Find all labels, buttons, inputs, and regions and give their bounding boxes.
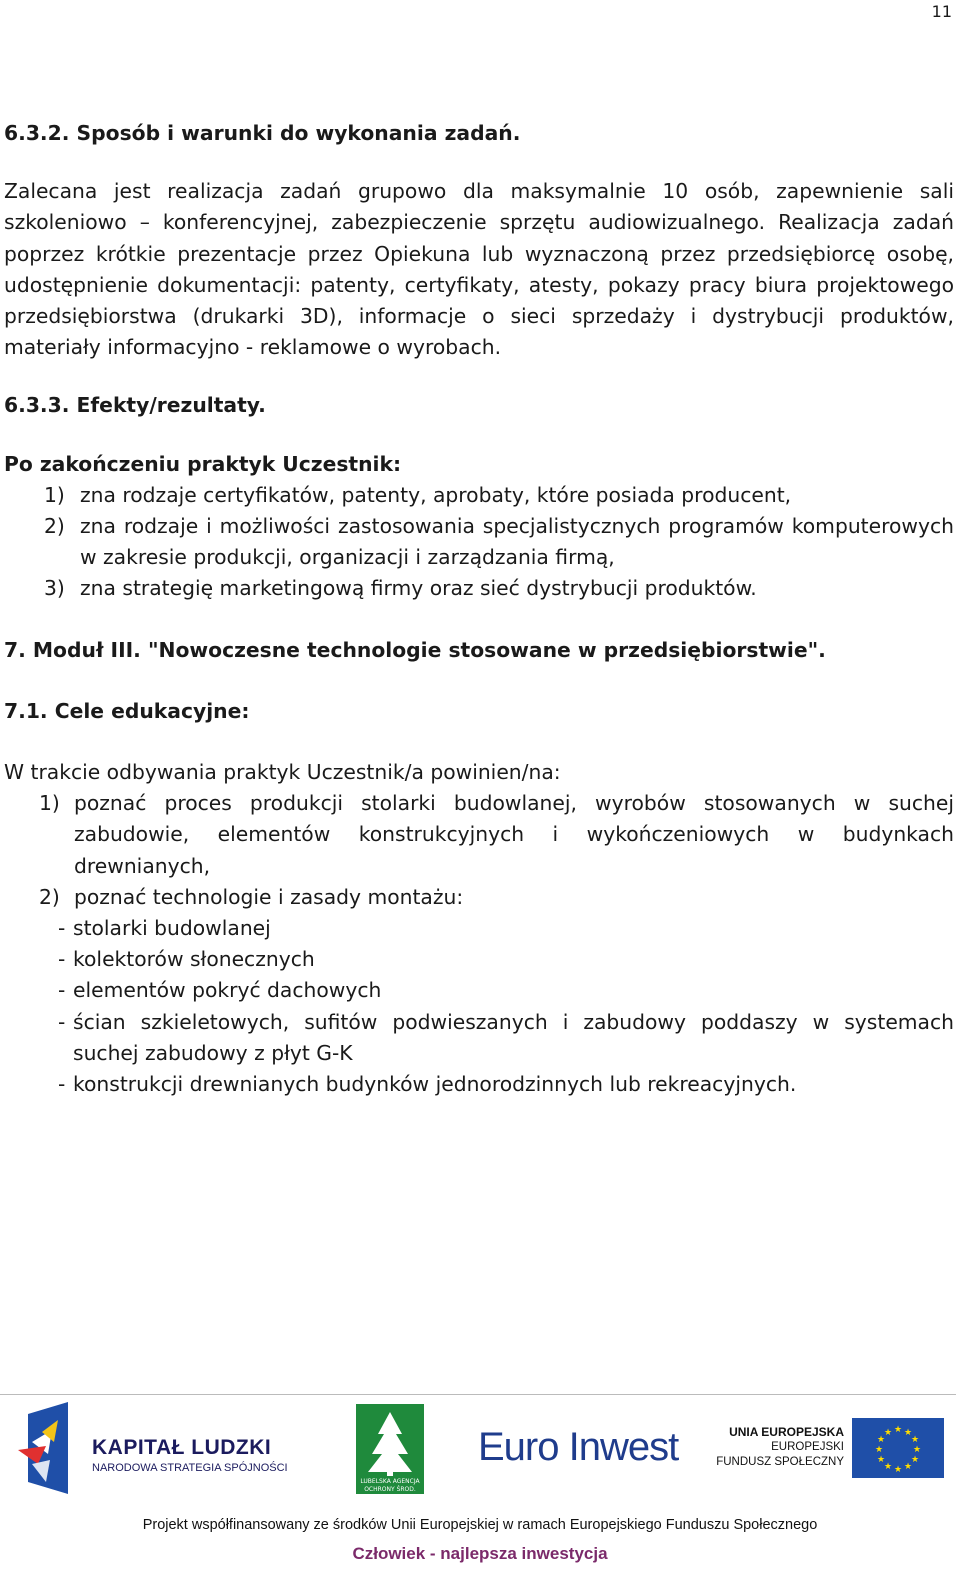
svg-text:★: ★ — [903, 1462, 913, 1472]
svg-text:★: ★ — [876, 1455, 886, 1465]
item-text: zna strategię marketingową firmy oraz sieć dystrybucji produktów. — [80, 576, 757, 601]
item-text: ścian szkieletowych, sufitów podwieszanych i zabudowy poddaszy w systemach suchej zabudowy z płyt G-K — [73, 1009, 954, 1065]
svg-text:OCHRONY ŚROD.: OCHRONY ŚROD. — [364, 1486, 416, 1493]
ue-line-3: FUNDUSZ SPOŁECZNY — [716, 1456, 844, 1468]
ue-line-2: EUROPEJSKI — [771, 1441, 844, 1453]
dash-marker: - — [58, 978, 66, 1003]
montaz-item-5 — [4, 1069, 954, 1100]
item-number: 2) — [44, 514, 65, 539]
efekty-intro: Po zakończeniu praktyk Uczestnik: — [4, 451, 402, 476]
kapital-ludzki-logo-icon — [18, 1402, 90, 1494]
ue-label — [710, 1425, 844, 1470]
paragraph-sposob: Zalecana jest realizacja zadań grupowo dla maksymalnie 10 osób, zapewnienie sali szkoleniowo – konferencyjnej, zabezpieczenie sprzętu audiowizualnego. Realizacja zadań poprzez krótkie prezentacje przez Opiekuna lub wyznaczoną przez przedsiębiorcę osobę, udostępnienie dokumentacji: patenty, certyfikaty, atesty, pokazy pracy biura projektowego przedsiębiorstwa (drukarki 3D), informacje o sieci sprzedaży i dystrybucji produktów, materiały informacyjno - reklamowe o wyrobach. — [4, 179, 954, 360]
montaz-item-4 — [4, 1007, 954, 1069]
item-text: zna rodzaje certyfikatów, patenty, aprobaty, które posiada producent, — [80, 482, 792, 507]
item-text: zna rodzaje i możliwości zastosowania specjalistycznych programów komputerowych w zakresie produkcji, organizacji i zarządzania firmą, — [80, 514, 954, 570]
dash-marker: - — [58, 947, 66, 972]
footer-divider — [0, 1394, 956, 1395]
heading-7-modul: 7. Moduł III. "Nowoczesne technologie stosowane w przedsiębiorstwie". — [4, 637, 826, 662]
efekty-item-1 — [4, 480, 954, 511]
svg-text:★: ★ — [903, 1428, 913, 1438]
item-text: kolektorów słonecznych — [73, 947, 315, 972]
item-text: poznać technologie i zasady montażu: — [74, 884, 464, 909]
svg-text:★: ★ — [883, 1462, 893, 1472]
cofinance-note: Projekt współfinansowany ze środków Unii Europejskiej w ramach Europejskiego Funduszu Społecznego — [142, 1517, 818, 1533]
item-text: konstrukcji drewnianych budynków jednorodzinnych lub rekreacyjnych. — [73, 1072, 797, 1097]
svg-text:★: ★ — [910, 1435, 920, 1445]
efekty-item-2 — [4, 511, 954, 573]
item-text: stolarki budowlanej — [73, 916, 271, 941]
svg-text:★: ★ — [893, 1465, 903, 1475]
laos-logo-icon — [356, 1404, 424, 1494]
kapital-ludzki-text — [92, 1436, 288, 1474]
document-body — [4, 118, 954, 1100]
dash-marker: - — [58, 1009, 66, 1034]
dash-marker: - — [58, 1072, 66, 1097]
svg-text:★: ★ — [893, 1425, 903, 1435]
item-text: poznać proces produkcji stolarki budowlanej, wyrobów stosowanych w suchej zabudowie, elementów konstrukcyjnych i wykończeniowych w budynkach drewnianych, — [74, 791, 954, 878]
heading-7-1: 7.1. Cele edukacyjne: — [4, 698, 250, 723]
montaz-item-1 — [4, 913, 954, 944]
svg-text:★: ★ — [910, 1455, 920, 1465]
kapital-ludzki-title: KAPITAŁ LUDZKI — [92, 1436, 272, 1459]
item-text: elementów pokryć dachowych — [73, 978, 382, 1003]
svg-text:★: ★ — [874, 1445, 884, 1455]
montaz-item-2 — [4, 944, 954, 975]
page-number: 11 — [931, 2, 952, 21]
eu-flag-icon — [852, 1418, 944, 1478]
ue-line-1: UNIA EUROPEJSKA — [729, 1425, 844, 1439]
cele-intro: W trakcie odbywania praktyk Uczestnik/a powinien/na: — [4, 760, 561, 785]
svg-text:★: ★ — [876, 1435, 886, 1445]
dash-marker: - — [58, 916, 66, 941]
montaz-item-3 — [4, 975, 954, 1006]
slogan: Człowiek - najlepsza inwestycja — [352, 1544, 608, 1563]
cele-item-1 — [4, 788, 954, 882]
item-number: 3) — [44, 576, 65, 601]
item-number: 1) — [39, 791, 60, 816]
kapital-ludzki-subtitle: NARODOWA STRATEGIA SPÓJNOŚCI — [92, 1462, 288, 1474]
item-number: 2) — [39, 884, 60, 909]
efekty-item-3 — [4, 573, 954, 604]
svg-text:★: ★ — [912, 1445, 922, 1455]
euro-invest-logo: Euro Inwest — [478, 1425, 679, 1469]
cele-item-2 — [4, 882, 954, 913]
heading-6-3-2: 6.3.2. Sposób i warunki do wykonania zadań. — [4, 121, 521, 145]
heading-6-3-3: 6.3.3. Efekty/rezultaty. — [4, 393, 266, 418]
svg-text:LUBELSKA AGENCJA: LUBELSKA AGENCJA — [360, 1478, 420, 1485]
svg-text:★: ★ — [883, 1428, 893, 1438]
item-number: 1) — [44, 482, 65, 507]
